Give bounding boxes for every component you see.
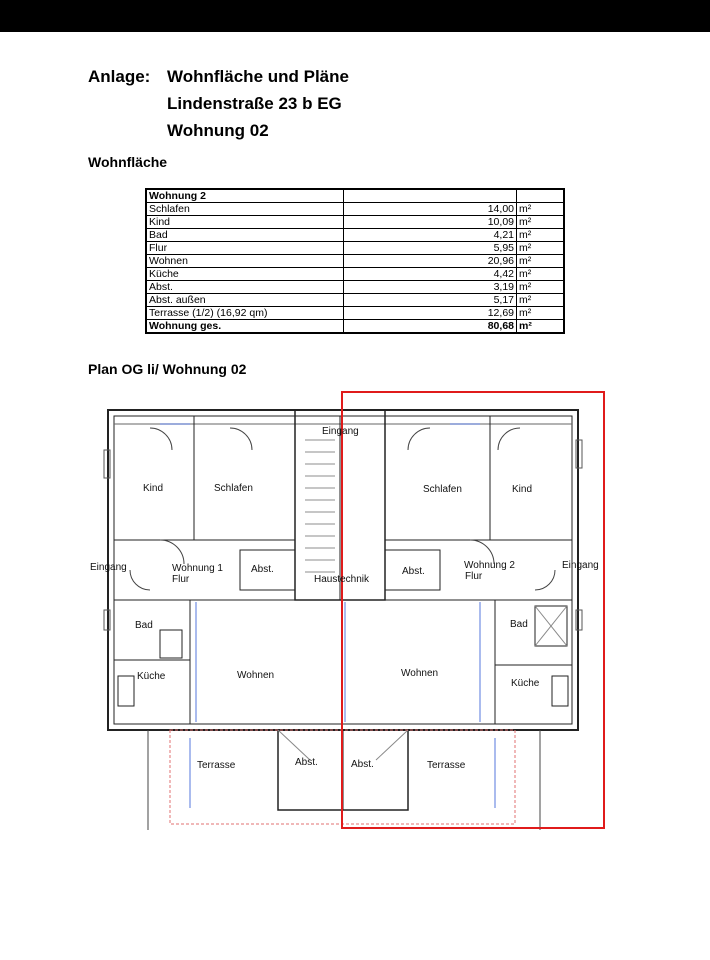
header-address: Lindenstraße 23 b EG [167, 94, 342, 113]
plan-section-title: Plan OG li/ Wohnung 02 [88, 361, 247, 377]
room-label-kueche-left: Küche [137, 671, 166, 682]
room-label-terrasse-left: Terrasse [197, 760, 236, 771]
room-label-abst-right: Abst. [402, 566, 425, 577]
header-apartment: Wohnung 02 [167, 121, 269, 140]
room-label-wohnen-left: Wohnen [237, 670, 275, 681]
room-label-eingang-right: Eingang [562, 560, 599, 571]
table-row: Kind 10,09 m² [146, 216, 564, 229]
top-dark-bar [0, 0, 710, 32]
table-row: Schlafen 14,00 m² [146, 203, 564, 216]
table-heading: Wohnung 2 [146, 189, 344, 203]
room-label-schlafen-left: Schlafen [214, 483, 253, 494]
room-label-haustechnik: Haustechnik [314, 574, 370, 585]
area-table [145, 188, 565, 334]
area-section-title: Wohnfläche [88, 154, 168, 170]
table-heading-row [146, 189, 564, 203]
apartment-highlight-box [342, 392, 604, 828]
room-label-eingang-top: Eingang [322, 426, 359, 437]
room-label-flur-left: Flur [172, 574, 190, 585]
room-label-wohnen-right: Wohnen [401, 668, 439, 679]
room-label-abst-left: Abst. [251, 564, 274, 575]
table-row: Küche 4,42 m² [146, 268, 564, 281]
table-row: Wohnen 20,96 m² [146, 255, 564, 268]
room-label-flur-right: Flur [465, 571, 483, 582]
table-row: Abst. außen 5,17 m² [146, 294, 564, 307]
room-label-terrasse-right: Terrasse [427, 760, 466, 771]
table-row: Flur 5,95 m² [146, 242, 564, 255]
room-label-abst-out-left: Abst. [295, 757, 318, 768]
room-label-eingang-left: Eingang [90, 562, 127, 573]
room-label-schlafen-right: Schlafen [423, 484, 462, 495]
room-label-kind-right: Kind [512, 484, 533, 495]
room-label-abst-out-right: Abst. [351, 759, 374, 770]
header-title: Wohnfläche und Pläne [167, 67, 349, 86]
table-total-row: Wohnung ges. 80,68 m² [146, 320, 564, 334]
room-label-kind-left: Kind [143, 483, 164, 494]
header-label: Anlage: [88, 67, 151, 86]
room-label-bad-left: Bad [135, 620, 153, 631]
table-row: Terrasse (1/2) (16,92 qm) 12,69 m² [146, 307, 564, 320]
room-label-bad-right: Bad [510, 619, 528, 630]
table-row: Abst. 3,19 m² [146, 281, 564, 294]
room-label-kueche-right: Küche [511, 678, 540, 689]
floor-plan [0, 380, 710, 840]
floor-plan-drawing [0, 380, 710, 840]
room-label-wohnung2: Wohnung 2 [464, 560, 515, 571]
room-label-wohnung1: Wohnung 1 [172, 563, 223, 574]
table-row: Bad 4,21 m² [146, 229, 564, 242]
